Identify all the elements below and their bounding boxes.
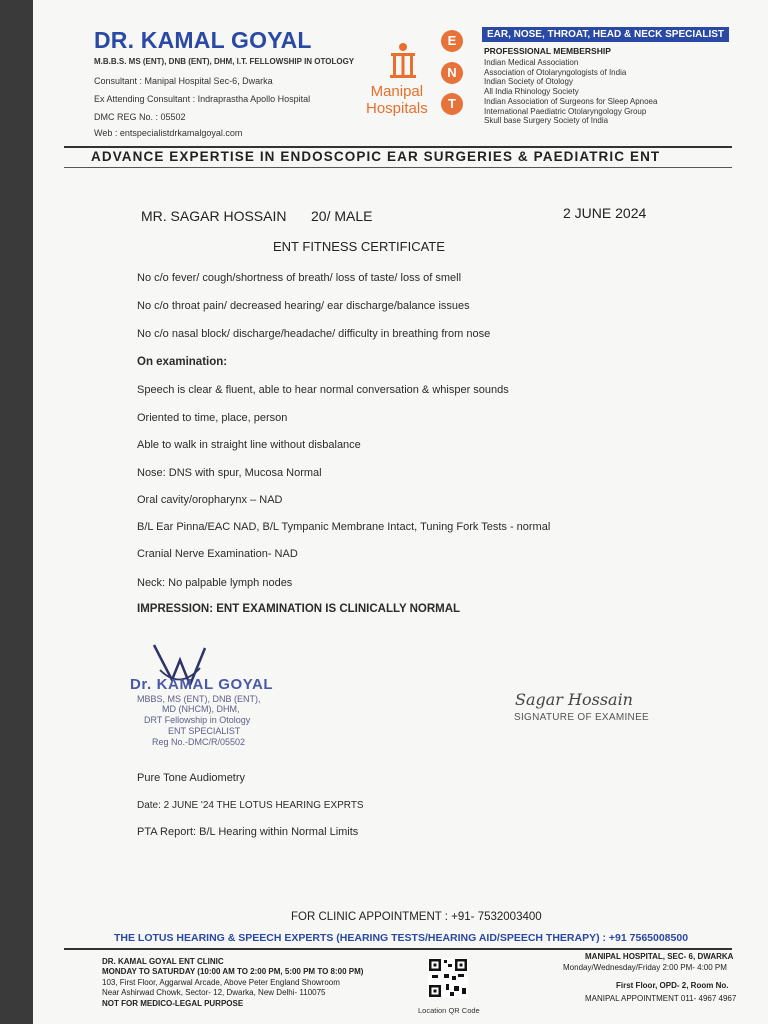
clinic-appointment: FOR CLINIC APPOINTMENT : +91- 7532003400 [291, 911, 542, 923]
finding-line: B/L Ear Pinna/EAC NAD, B/L Tympanic Membrane Intact, Tuning Fork Tests - normal [137, 521, 551, 533]
hospital-room: First Floor, OPD- 2, Room No. [616, 981, 729, 990]
stamp-line: Reg No.-DMC/R/05502 [152, 737, 246, 747]
doctor-stamp [130, 676, 273, 693]
patient-name: MR. SAGAR HOSSAIN [141, 208, 287, 224]
finding-line: Oriented to time, place, person [137, 412, 288, 424]
hospital-days: Monday/Wednesday/Friday 2:00 PM- 4:00 PM [563, 963, 727, 972]
membership-list [484, 58, 657, 126]
membership-item: International Paediatric Otolaryngology Group [484, 106, 647, 116]
header-divider [64, 146, 732, 148]
finding-line: No c/o throat pain/ decreased hearing/ ear discharge/balance issues [137, 300, 470, 312]
hospital-name: MANIPAL HOSPITAL, SEC- 6, DWARKA [585, 952, 734, 961]
scan-left-border [0, 0, 33, 1024]
stamp-line: MD (NHCM), DHM, [162, 704, 240, 714]
membership-item: Indian Society of Otology [484, 77, 573, 87]
certificate-title: ENT FITNESS CERTIFICATE [273, 239, 445, 254]
finding-line: Able to walk in straight line without disbalance [137, 439, 361, 451]
membership-item: All India Rhinology Society [484, 87, 579, 97]
qualifications: M.B.B.S. MS (ENT), DNB (ENT), DHM, I.T. FELLOWSHIP IN OTOLOGY [94, 57, 355, 66]
stamp-line: DRT Fellowship in Otology [144, 715, 251, 725]
hospital-logo-text [366, 83, 428, 117]
footer-divider [64, 948, 732, 950]
clinic-address: Near Ashirwad Chowk, Sector- 12, Dwarka, New Delhi- 110075 [102, 988, 326, 997]
membership-item: Indian Medical Association [484, 58, 579, 67]
consultant-line: Consultant : Manipal Hospital Sec-6, Dwarka [94, 76, 273, 86]
examinee-signature-label: SIGNATURE OF EXAMINEE [514, 712, 650, 723]
hospital-name-line2: Hospitals [366, 100, 428, 117]
stamp-line: MBBS, MS (ENT), DNB (ENT), [137, 694, 261, 704]
hospital-name-line1: Manipal [370, 83, 424, 100]
qr-code-label: Location QR Code [418, 1006, 480, 1015]
examinee-signature: Sagar Hossain [515, 690, 633, 709]
doctor-name: DR. KAMAL GOYAL [94, 27, 312, 53]
membership-title: PROFESSIONAL MEMBERSHIP [484, 46, 611, 56]
examination-heading: On examination: [137, 356, 228, 368]
manipal-logo-icon [386, 42, 420, 80]
certificate-date: 2 JUNE 2024 [563, 205, 647, 221]
finding-line: No c/o fever/ cough/shortness of breath/ loss of taste/ loss of smell [137, 272, 462, 284]
disclaimer: NOT FOR MEDICO-LEGAL PURPOSE [102, 999, 244, 1008]
ent-letter-n: N [441, 62, 463, 84]
tagline: ADVANCE EXPERTISE IN ENDOSCOPIC EAR SURGERIES & PAEDIATRIC ENT [91, 149, 661, 164]
hospital-appointment: MANIPAL APPOINTMENT 011- 4967 4967 [585, 994, 737, 1003]
clinic-name: DR. KAMAL GOYAL ENT CLINIC [102, 957, 224, 966]
qr-code-icon[interactable] [428, 958, 468, 998]
finding-line: Cranial Nerve Examination- NAD [137, 548, 298, 560]
finding-line: Oral cavity/oropharynx – NAD [137, 494, 283, 506]
audiometry-title: Pure Tone Audiometry [137, 772, 246, 784]
ent-letter-t: T [441, 93, 463, 115]
clinic-hours: MONDAY TO SATURDAY (10:00 AM TO 2:00 PM, 5:00 PM TO 8:00 PM) [102, 967, 364, 976]
impression-line: IMPRESSION: ENT EXAMINATION IS CLINICALLY NORMAL [137, 603, 461, 615]
ent-letter-e: E [441, 30, 463, 52]
website-line: Web : entspecialistdrkamalgoyal.com [94, 128, 243, 138]
finding-line: Speech is clear & fluent, able to hear normal conversation & whisper sounds [137, 384, 509, 396]
audiometry-date: Date: 2 JUNE '24 THE LOTUS HEARING EXPRTS [137, 800, 364, 811]
finding-line: Neck: No palpable lymph nodes [137, 577, 293, 589]
finding-line: No c/o nasal block/ discharge/headache/ difficulty in breathing from nose [137, 328, 491, 340]
clinic-address: 103, First Floor, Aggarwal Arcade, Above Peter England Showroom [102, 978, 340, 987]
membership-item: Association of Otolaryngologists of India [484, 67, 627, 77]
membership-item: Skull base Surgery Society of India [484, 116, 609, 126]
ex-attending-line: Ex Attending Consultant : Indraprastha Apollo Hospital [94, 94, 311, 104]
specialty-banner: EAR, NOSE, THROAT, HEAD & NECK SPECIALIST [482, 27, 729, 42]
membership-item: Indian Association of Surgeons for Sleep Apnoea [484, 96, 658, 106]
tagline-divider [64, 167, 732, 168]
stamp-line: ENT SPECIALIST [168, 726, 241, 736]
audiometry-report: PTA Report: B/L Hearing within Normal Limits [137, 826, 359, 838]
lotus-line: THE LOTUS HEARING & SPEECH EXPERTS (HEARING TESTS/HEARING AID/SPEECH THERAPY) : +91 7565008500 [114, 932, 689, 944]
dmc-reg-line: DMC REG No. : 05502 [94, 112, 186, 122]
stamp-doctor-name: Dr. KAMAL GOYAL [130, 676, 274, 693]
finding-line: Nose: DNS with spur, Mucosa Normal [137, 467, 322, 479]
patient-age-sex: 20/ MALE [311, 208, 373, 224]
